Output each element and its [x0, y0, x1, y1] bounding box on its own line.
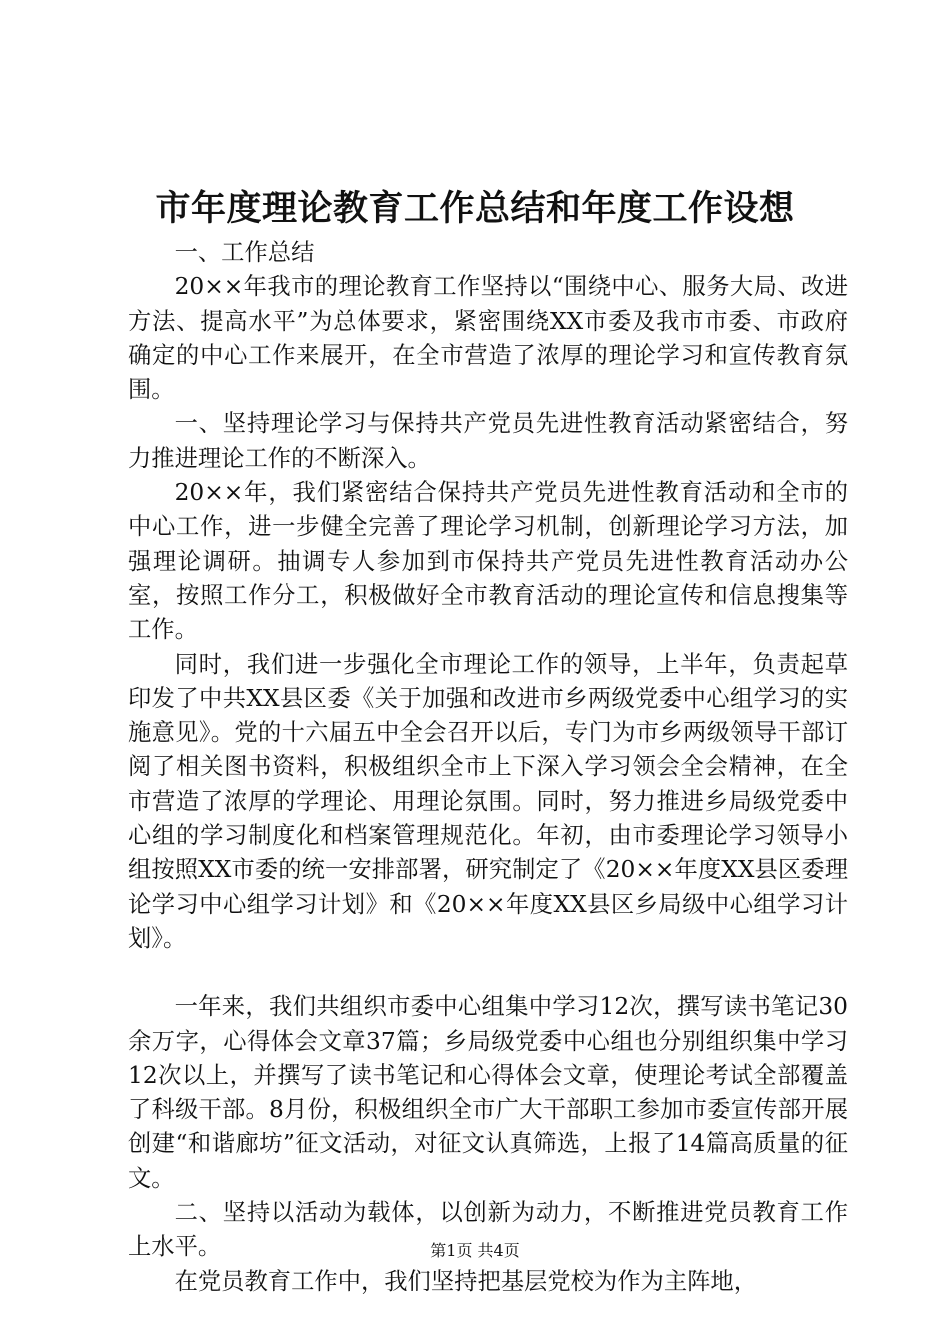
paragraph-statistics: 一年来，我们共组织市委中心组集中学习12次，撰写读书笔记30余万字，心得体会文章37篇；乡局级党委中心组也分别组织集中学习12次以上，并撰写了读书笔记和心得体会文章，使理论考试全部覆盖了科级干部。8月份，积极组织全市广大干部职工参加市委宣传部开展创建“和谐廊坊”征文活动，对征文认真筛选，上报了14篇高质量的征文。: [128, 993, 848, 1192]
paragraph-mechanism: 20××年，我们紧密结合保持共产党员先进性教育活动和全市的中心工作，进一步健全完善了理论学习机制，创新理论学习方法，加强理论调研。抽调专人参加到市保持共产党员先进性教育活动办公室，按照工作分工，积极做好全市教育活动的理论宣传和信息搜集等工作。: [128, 479, 848, 644]
paragraph-leadership: 同时，我们进一步强化全市理论工作的领导，上半年，负责起草印发了中共XX县区委《关于加强和改进市乡两级党委中心组学习的实施意见》。党的十六届五中全会召开以后，专门为市乡两级领导干部订阅了相关图书资料，积极组织全市上下深入学习领会全会精神，在全市营造了浓厚的学理论、用理论氛围。同时，努力推进乡局级党委中心组的学习制度化和档案管理规范化。年初，由市委理论学习领导小组按照XX市委的统一安排部署，研究制定了《20××年度XX县区委理论学习中心组学习计划》和《20××年度XX县区乡局级中心组学习计划》。: [128, 650, 848, 952]
paragraph-overview: 20××年我市的理论教育工作坚持以“围绕中心、服务大局、改进方法、提高水平”为总体要求，紧密围绕XX市委及我市市委、市政府确定的中心工作来展开，在全市营造了浓厚的理论学习和宣传教育氛围。: [128, 273, 848, 404]
paragraph-party-education: 在党员教育工作中，我们坚持把基层党校为作为主阵地，: [174, 1267, 758, 1295]
document-title: 市年度理论教育工作总结和年度工作设想: [155, 188, 795, 229]
page-footer: 第1页 共4页: [430, 1241, 520, 1260]
paragraph-gap: [128, 956, 848, 990]
paragraph-point-two: 二、坚持以活动为载体，以创新为动力，不断推进党员教育工作上水平。: [128, 1199, 848, 1261]
document-body: [128, 236, 848, 1299]
paragraph-point-one: 一、坚持理论学习与保持共产党员先进性教育活动紧密结合，努力推进理论工作的不断深入。: [128, 410, 848, 472]
section-heading-summary: 一、工作总结: [174, 239, 315, 266]
